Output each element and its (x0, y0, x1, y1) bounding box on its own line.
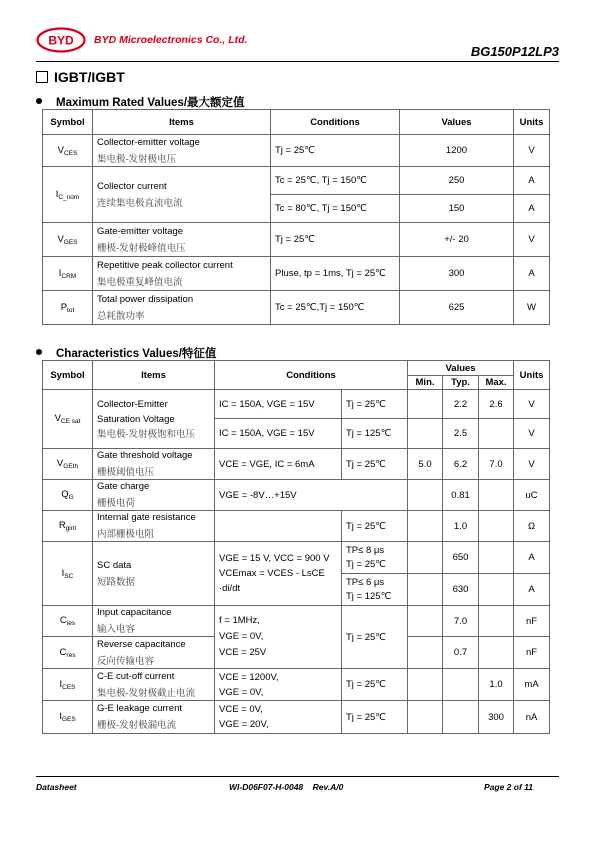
table-row: $R_{gint}$ Internal gate resistance 内部栅极电阻 Tj = 25℃ 1.0 Ω (43, 511, 550, 542)
table-row: $C_{ies}$ Input capacitance 输入电容 f = 1MHz, VGE = 0V, VCE = 25V Tj = 25℃ 7.0 nF (43, 606, 550, 637)
table-row: TP≤ 6 μs Tj = 125℃ 630 A (43, 574, 550, 606)
footer-divider (36, 776, 559, 777)
table-row: $I_{CES}$ C-E cut-off current 集电极-发射极截止电流 VCE = 1200V, VGE = 0V, Tj = 25℃ 1.0 mA (43, 669, 550, 701)
table-row: IC = 150A, VGE = 15V Tj = 125℃ 2.5 V (43, 419, 550, 449)
table-row: $V_{CE sat}$ Collector-Emitter Saturation Voltage 集电极-发射极饱和电压 IC = 150A, VGE = 15V Tj = 25℃ 2.2 2.6 V (43, 390, 550, 419)
table-header-row: Min. Typ. Max. (43, 376, 550, 390)
characteristics-table (42, 360, 550, 734)
section-heading-characteristics: Characteristics Values/特征值 (36, 345, 216, 361)
table-row: $Q_G$ Gate charge 栅极电荷 VGE = -8V…+15V 0.81 uC (43, 480, 550, 511)
footer-label: Datasheet (36, 782, 77, 792)
document-part-number: BG150P12LP3 (470, 44, 559, 59)
checkbox-square-icon (36, 71, 48, 83)
footer-page-number: Page 2 of 11 (484, 782, 533, 792)
table-row: $I_{C\_nom}$ Collector current 连续集电极直流电流 Tc = 25℃, Tj = 150℃ 250 A (43, 167, 550, 195)
section-heading-max-rated: Maximum Rated Values/最大额定值 (36, 94, 245, 110)
svg-text:BYD: BYD (48, 33, 74, 48)
table-row: $V_{GES}$ Gate-emitter voltage 栅极-发射极峰值电压 Tj = 25℃ +/- 20 V (43, 223, 550, 257)
table-row: $I_{CRM}$ Repetitive peak collector current 集电极重复峰值电流 Pluse, tp = 1ms, Tj = 25℃ 300 A (43, 257, 550, 291)
table-row: $C_{res}$ Reverse capacitance 反向传输电容 0.7 nF (43, 637, 550, 669)
table-row: $P_{tot}$ Total power dissipation 总耗散功率 Tc = 25℃,Tj = 150℃ 625 W (43, 291, 550, 325)
table-row: $V_{GEth}$ Gate threshold voltage 栅极阈值电压 VCE = VGE, IC = 6mA Tj = 25℃ 5.0 6.2 7.0 V (43, 449, 550, 480)
byd-logo (36, 27, 86, 53)
table-row: $V_{CES}$ Collector-emitter voltage 集电极-发射极电压 Tj = 25℃ 1200 V (43, 135, 550, 167)
page-title: IGBT/IGBT (36, 69, 125, 85)
table-row: Tc = 80℃, Tj = 150℃ 150 A (43, 195, 550, 223)
table-row: $I_{GES}$ G-E leakage current 栅极-发射极漏电流 VCE = 0V, VGE = 20V, Tj = 25℃ 300 nA (43, 701, 550, 734)
max-rated-table (42, 109, 550, 325)
table-row: $I_{SC}$ SC data 短路数据 VGE = 15 V, VCC = 900 V VCEmax = VCES - LsCE ·di/dt TP≤ 8 μs Tj = 25℃ 650 A (43, 542, 550, 574)
table-header-row: Symbol Items Conditions Values Units (43, 110, 550, 135)
footer-document-number: WI-D06F07-H-0048 Rev.A/0 (229, 782, 344, 792)
company-name: BYD Microelectronics Co., Ltd. (94, 34, 248, 46)
table-header-row: Symbol Items Conditions Values Units (43, 361, 550, 376)
bullet-icon (36, 98, 42, 104)
bullet-icon (36, 349, 42, 355)
header-divider (36, 61, 559, 62)
